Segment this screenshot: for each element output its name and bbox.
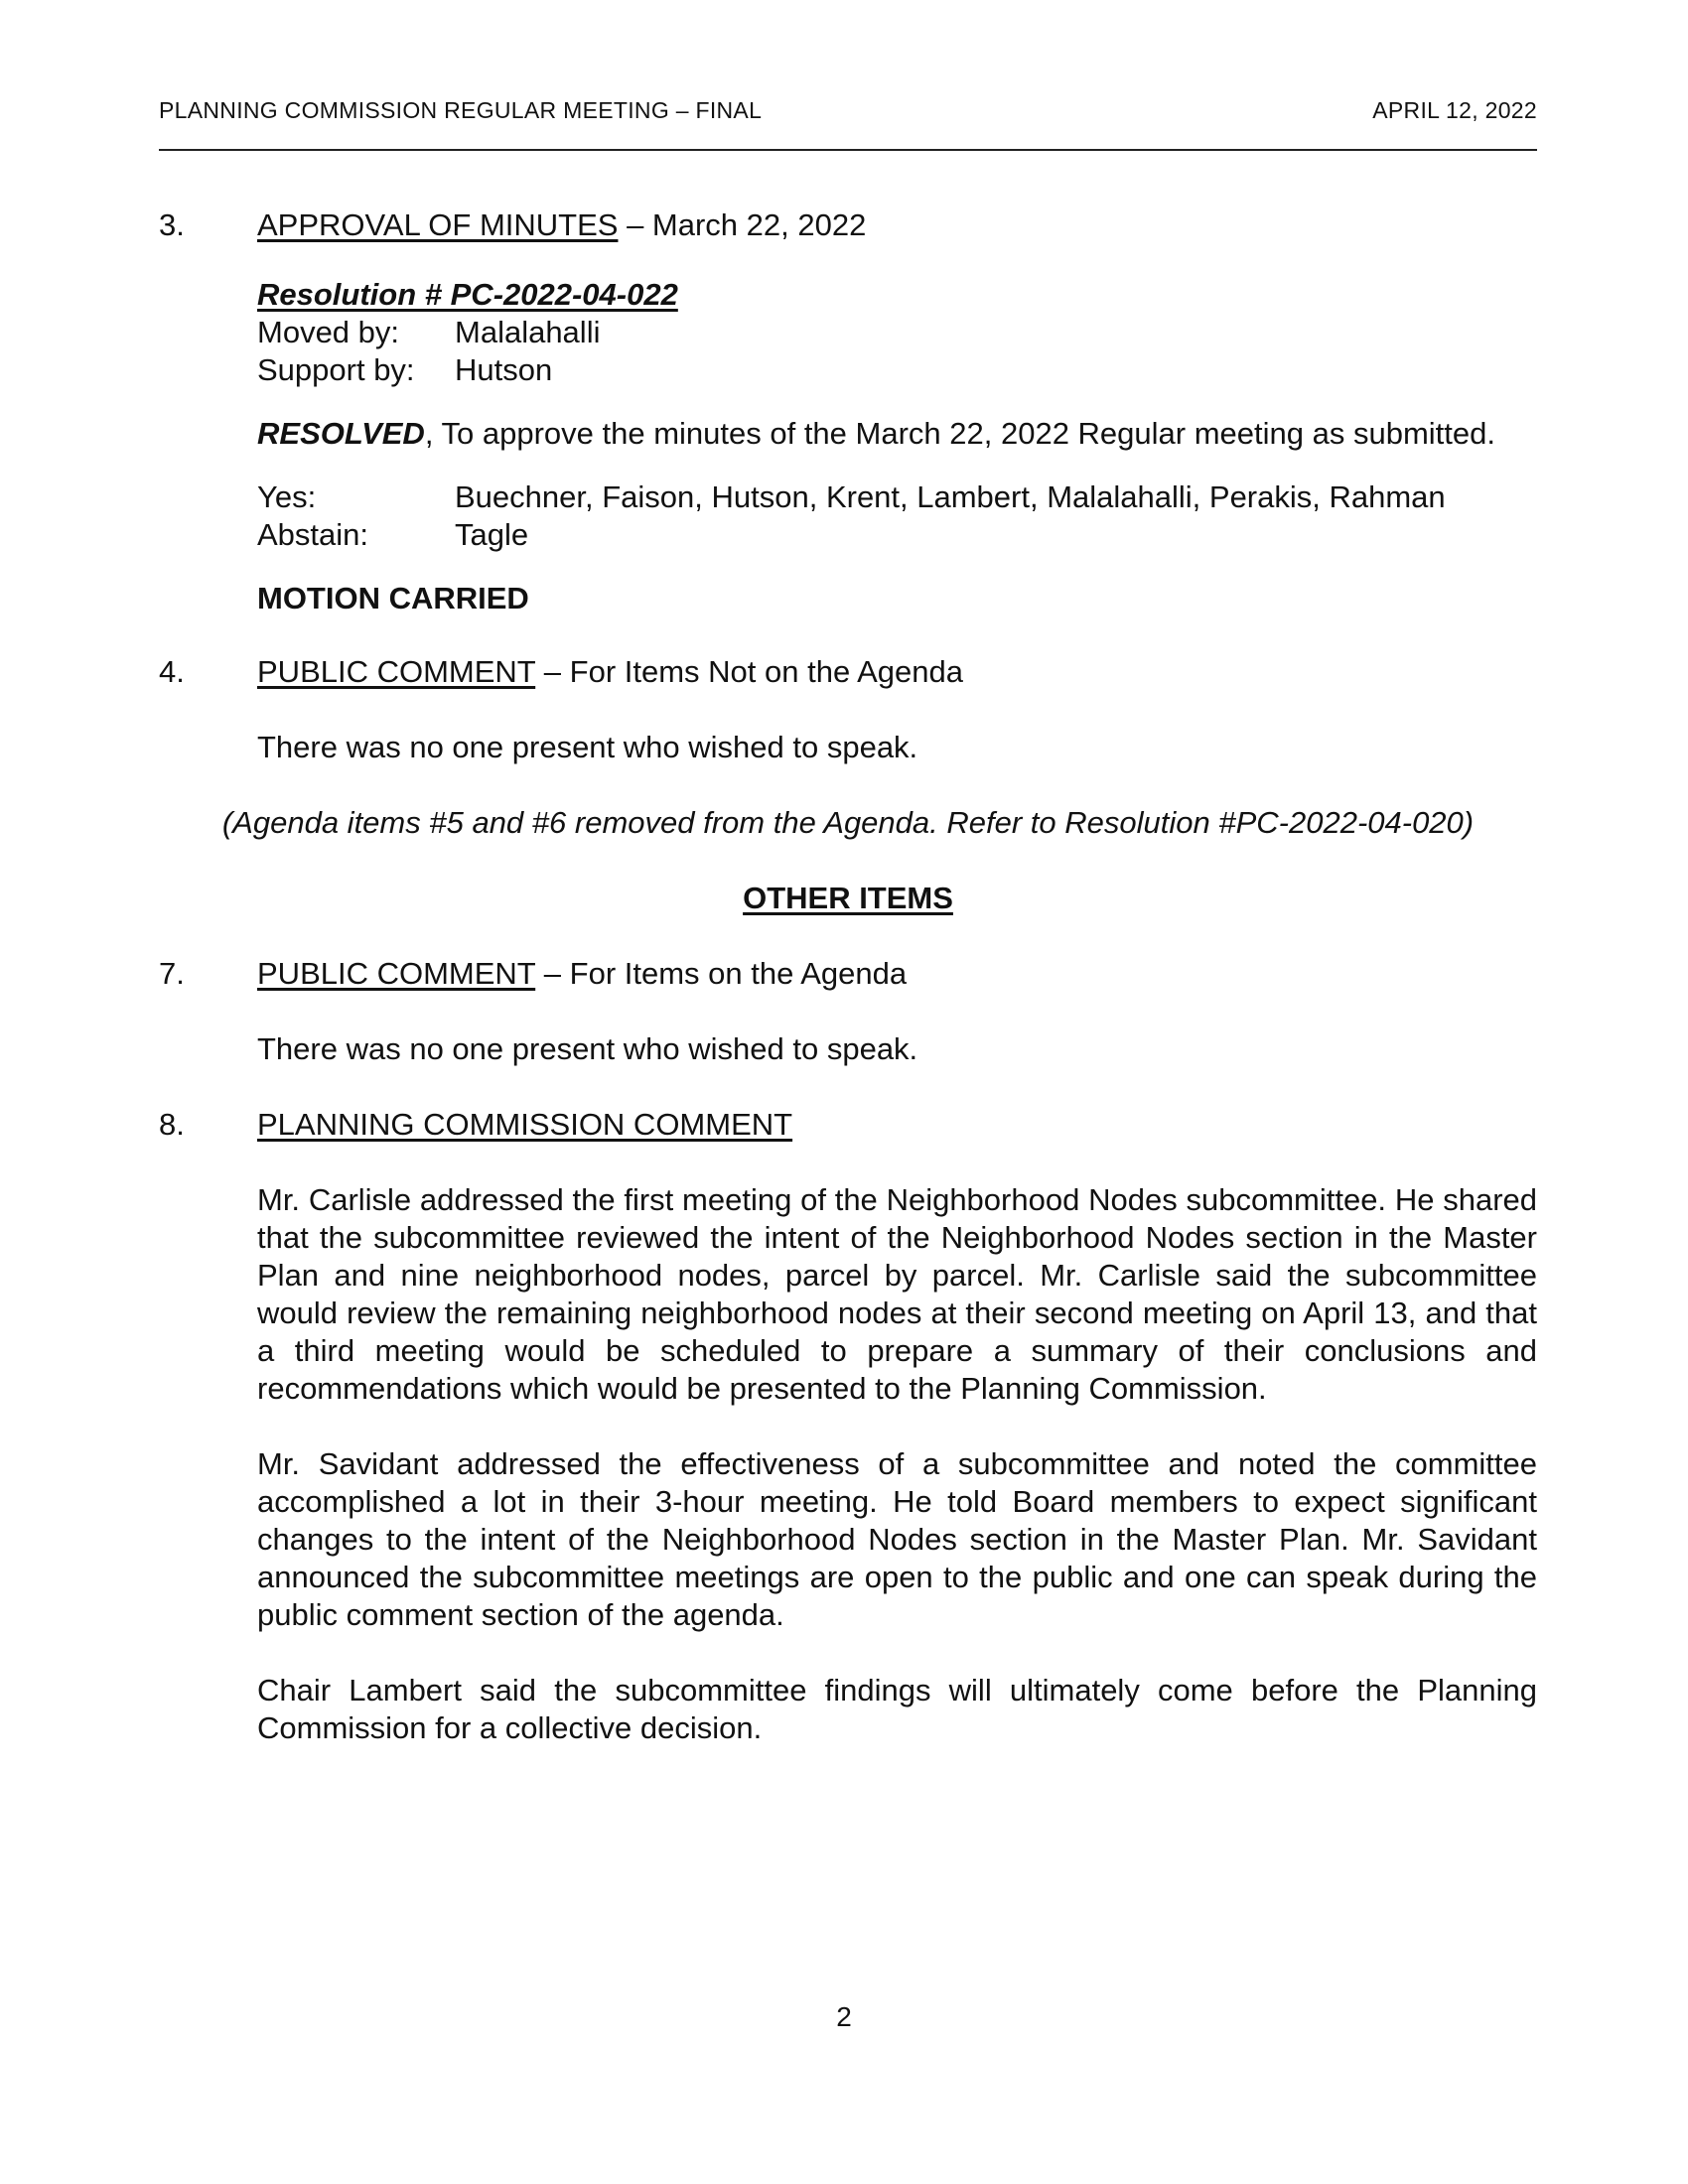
item-number: 4. bbox=[159, 654, 185, 689]
moved-by-row bbox=[257, 314, 1537, 351]
resolved-text: , To approve the minutes of the March 22, 2022 Regular meeting as submitted. bbox=[424, 416, 1495, 451]
vote-abstain-value: Tagle bbox=[455, 517, 529, 552]
support-by-value: Hutson bbox=[455, 352, 553, 387]
resolution-title: Resolution # PC-2022-04-022 bbox=[257, 277, 678, 312]
item-number: 3. bbox=[159, 207, 185, 242]
vote-abstain-label: Abstain: bbox=[257, 517, 369, 552]
item-4-body: There was no one present who wished to speak. bbox=[257, 730, 918, 764]
support-by-label: Support by: bbox=[257, 352, 415, 387]
item-title: PLANNING COMMISSION COMMENT bbox=[257, 1107, 793, 1142]
section-heading: OTHER ITEMS bbox=[743, 881, 953, 915]
resolved-keyword: RESOLVED bbox=[257, 416, 425, 451]
item-title: PUBLIC COMMENT bbox=[257, 654, 536, 689]
vote-yes-row bbox=[257, 478, 1537, 516]
page-header bbox=[159, 97, 1537, 151]
item-subtitle: – March 22, 2022 bbox=[618, 207, 867, 242]
comment-paragraph: Chair Lambert said the subcommittee findings will ultimately come before the Planning Commission for a collective decision. bbox=[257, 1673, 1537, 1745]
item-7-body: There was no one present who wished to speak. bbox=[257, 1031, 918, 1066]
item-number: 7. bbox=[159, 956, 185, 991]
vote-block bbox=[257, 478, 1537, 554]
resolved-paragraph bbox=[257, 415, 1537, 453]
item-title: PUBLIC COMMENT bbox=[257, 956, 536, 991]
item-number: 8. bbox=[159, 1107, 185, 1142]
comment-paragraph: Mr. Carlisle addressed the first meeting of the Neighborhood Nodes subcommittee. He shared that the subcommittee reviewed the intent of the Neighborhood Nodes section in the Master Plan and nine neighborhood nodes, parcel by parcel. Mr. Carlisle said the subcommittee would review the remaining neighborhood nodes at their second meeting on April 13, and that a third meeting would be scheduled to prepare a summary of their conclusions and recommendations which would be presented to the Planning Commission. bbox=[257, 1182, 1537, 1406]
vote-yes-label: Yes: bbox=[257, 479, 317, 514]
item-3-heading bbox=[159, 206, 1537, 244]
document-body bbox=[159, 206, 1537, 1747]
page-number: 2 bbox=[836, 2001, 852, 2032]
header-date: APRIL 12, 2022 bbox=[1372, 97, 1537, 123]
item-subtitle: – For Items Not on the Agenda bbox=[535, 654, 963, 689]
support-by-row bbox=[257, 351, 1537, 389]
item-7-heading bbox=[159, 955, 1537, 993]
comment-paragraph: Mr. Savidant addressed the effectiveness of a subcommittee and noted the committee accomplished a lot in their 3-hour meeting. He told Board members to expect significant changes to the intent of the Neighborhood Nodes section in the Master Plan. Mr. Savidant announced the subcommittee meetings are open to the public and one can speak during the public comment section of the agenda. bbox=[257, 1446, 1537, 1632]
moved-by-value: Malalahalli bbox=[455, 315, 601, 349]
vote-abstain-row bbox=[257, 516, 1537, 554]
item-title: APPROVAL OF MINUTES bbox=[257, 207, 619, 242]
resolution-block bbox=[159, 276, 1537, 617]
moved-by-label: Moved by: bbox=[257, 315, 400, 349]
vote-yes-value: Buechner, Faison, Hutson, Krent, Lambert, Malalahalli, Perakis, Rahman bbox=[455, 479, 1446, 514]
item-8-heading bbox=[159, 1106, 1537, 1144]
item-subtitle: – For Items on the Agenda bbox=[535, 956, 908, 991]
motion-result: MOTION CARRIED bbox=[257, 581, 529, 615]
agenda-note: (Agenda items #5 and #6 removed from the Agenda. Refer to Resolution #PC-2022-04-020) bbox=[221, 805, 1475, 840]
header-title: PLANNING COMMISSION REGULAR MEETING – FINAL bbox=[159, 97, 763, 123]
item-4-heading bbox=[159, 653, 1537, 691]
